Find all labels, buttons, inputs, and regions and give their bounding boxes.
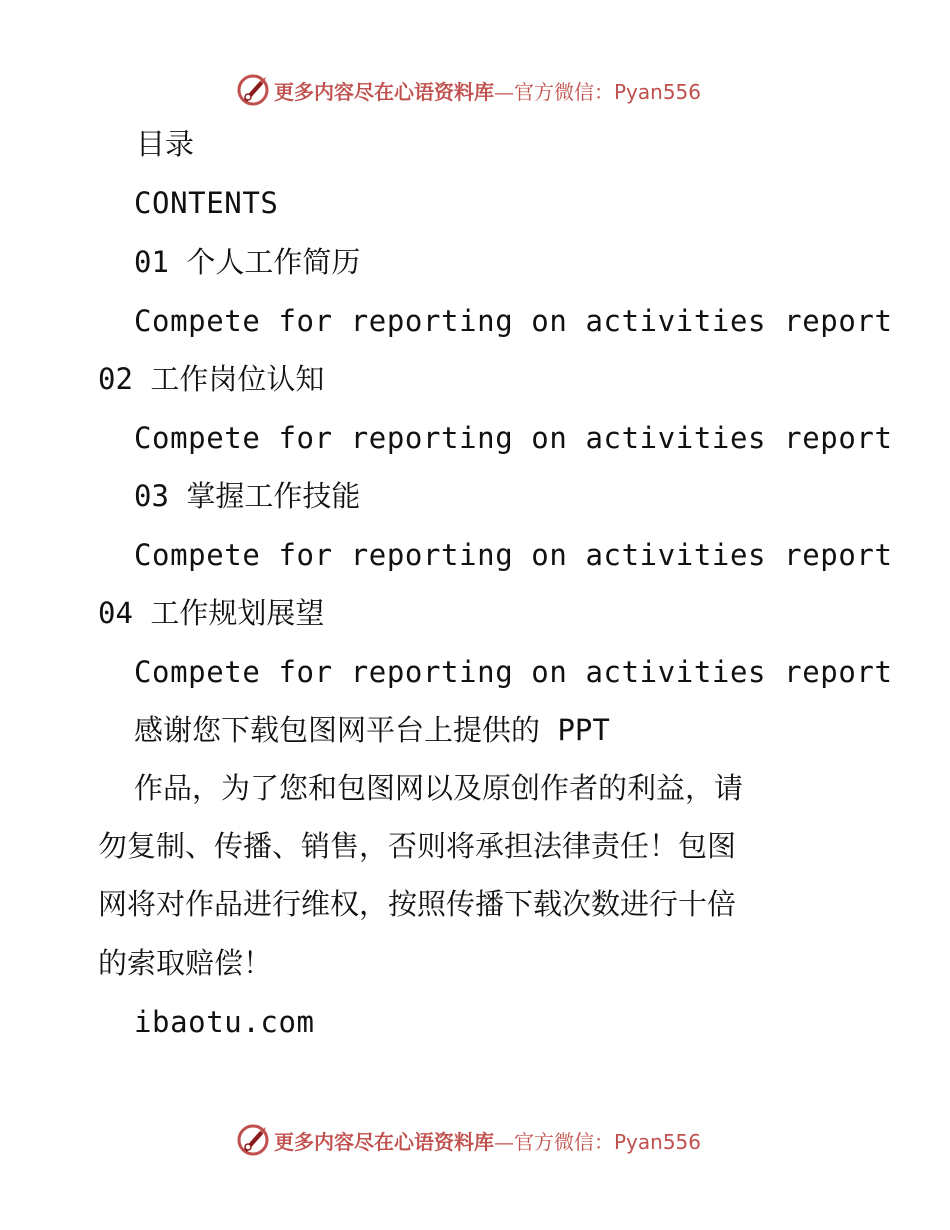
banner-text bbox=[274, 76, 701, 105]
toc-item-01: 01 个人工作简历 bbox=[134, 245, 361, 279]
notice-line-1: 感谢您下载包图网平台上提供的 PPT bbox=[134, 713, 610, 747]
banner-dash: — bbox=[494, 1129, 514, 1154]
quill-pen-logo-icon bbox=[236, 1123, 270, 1157]
notice-line-4: 网将对作品进行维权，按照传播下载次数进行十倍 bbox=[98, 887, 737, 921]
toc-item-03: 03 掌握工作技能 bbox=[134, 479, 361, 513]
banner-wechat-id: Pyan556 bbox=[614, 79, 702, 104]
footer-banner bbox=[236, 1122, 701, 1158]
toc-item-04-desc: Compete for reporting on activities report bbox=[134, 655, 893, 689]
website-link: ibaotu.com bbox=[134, 1005, 315, 1039]
banner-dash: — bbox=[494, 79, 514, 104]
toc-item-01-desc: Compete for reporting on activities report bbox=[134, 304, 893, 338]
banner-main-text: 更多内容尽在心语资料库 bbox=[274, 1129, 494, 1154]
notice-line-3: 勿复制、传播、销售，否则将承担法律责任！包图 bbox=[98, 829, 737, 863]
banner-text bbox=[274, 1126, 701, 1155]
toc-item-02-desc: Compete for reporting on activities report bbox=[134, 421, 893, 455]
toc-item-02: 02 工作岗位认知 bbox=[98, 362, 325, 396]
toc-item-03-desc: Compete for reporting on activities report bbox=[134, 538, 893, 572]
toc-title: 目录 bbox=[136, 127, 195, 161]
banner-main-text: 更多内容尽在心语资料库 bbox=[274, 79, 494, 104]
notice-line-5: 的索取赔偿！ bbox=[98, 946, 273, 980]
banner-wechat-label: 官方微信： bbox=[514, 1129, 614, 1154]
quill-pen-logo-icon bbox=[236, 73, 270, 107]
header-banner bbox=[236, 72, 701, 108]
toc-subtitle: CONTENTS bbox=[134, 186, 279, 220]
toc-item-04: 04 工作规划展望 bbox=[98, 596, 325, 630]
banner-wechat-label: 官方微信： bbox=[514, 79, 614, 104]
banner-wechat-id: Pyan556 bbox=[614, 1129, 702, 1154]
notice-line-2: 作品，为了您和包图网以及原创作者的利益，请 bbox=[134, 771, 744, 805]
